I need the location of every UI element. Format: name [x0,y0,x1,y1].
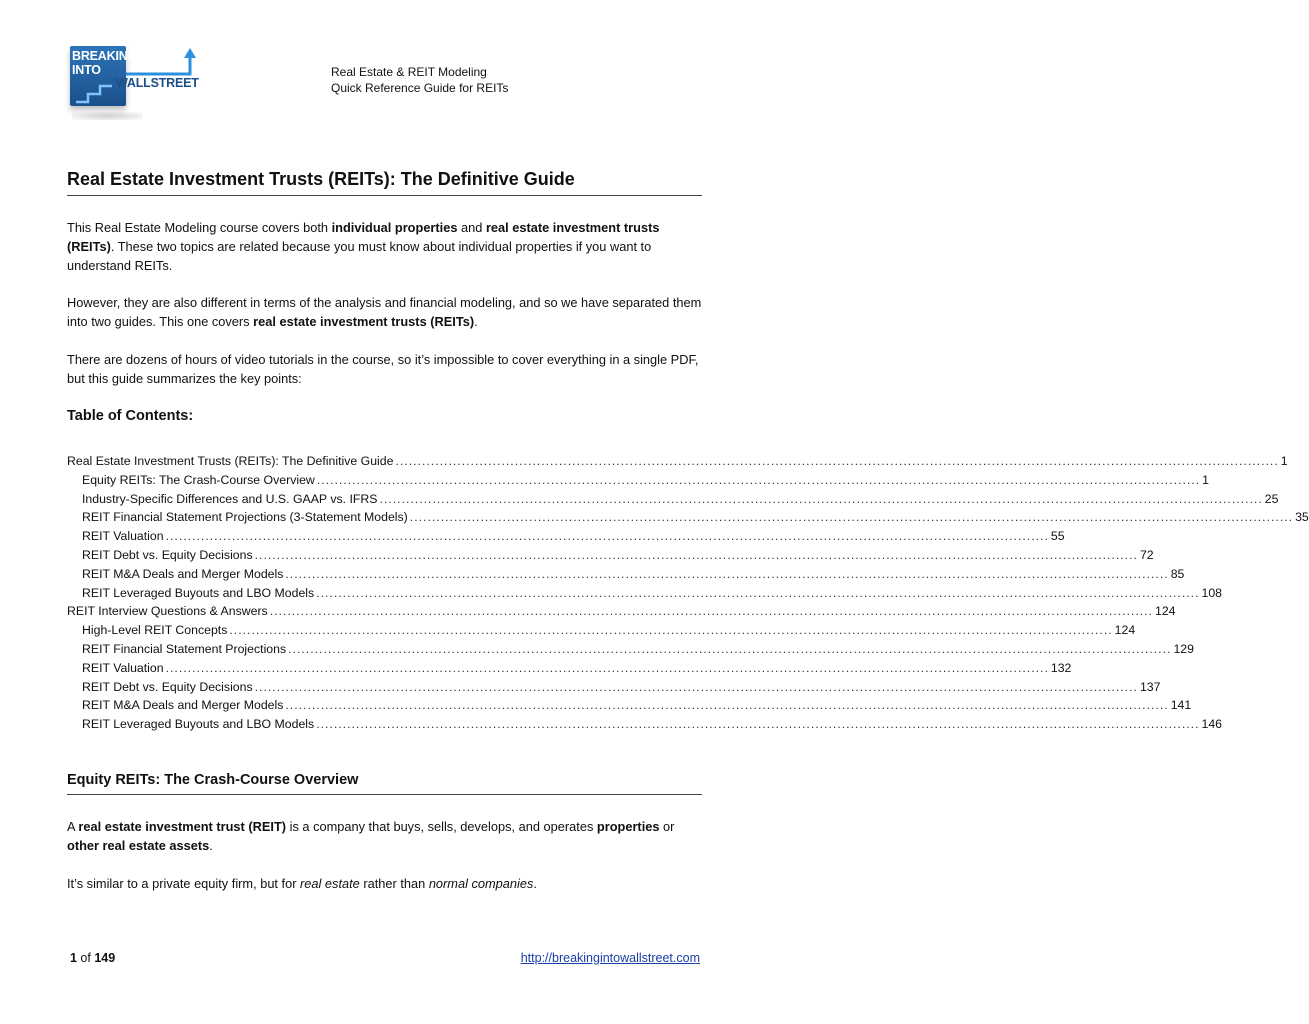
text-run: . [209,838,213,853]
toc-entry[interactable] [67,565,1185,584]
text-run: However, they are also different in terms of the analysis and financial modeling, and so we have separated them into two guides. This one covers [67,295,702,329]
toc-entry-label: Equity REITs: The Crash-Course Overview [82,472,315,487]
toc-leader-dots: ........................................................................................................................................................................................................ [269,604,1153,619]
header-line-2: Quick Reference Guide for REITs [331,81,509,95]
toc-entry[interactable] [67,508,1309,527]
toc-leader-dots: ........................................................................................................................................................................................................ [254,547,1138,562]
toc-leader-dots: ........................................................................................................................................................................................................ [316,472,1201,487]
toc-leader-dots: ........................................................................................................................................................................................................ [285,566,1169,581]
toc-entry[interactable] [67,715,1223,734]
toc-entry-label: Industry-Specific Differences and U.S. GAAP vs. IFRS [82,491,378,506]
intro-paragraph-1 [67,218,707,275]
text-run: rather than [359,876,429,891]
toc-entry-label: Real Estate Investment Trusts (REITs): The Definitive Guide [67,454,394,468]
page-counter [70,951,115,965]
toc-entry-page: 129 [1173,641,1194,656]
toc-entry[interactable] [67,471,1209,490]
toc-leader-dots: ........................................................................................................................................................................................................ [409,510,1294,525]
text-run-bold: individual properties [331,220,458,235]
toc-entry[interactable] [67,546,1154,565]
toc-entry-label: REIT Debt vs. Equity Decisions [82,679,253,694]
text-run: and [457,220,486,235]
text-run-bold: real estate investment trust (REIT) [78,819,287,834]
toc-entry-label: REIT Financial Statement Projections (3-Statement Models) [82,510,408,525]
toc-entry[interactable] [67,584,1223,603]
toc-leader-dots: ........................................................................................................................................................................................................ [395,454,1279,468]
page-total: 149 [94,951,116,965]
toc-leader-dots: ........................................................................................................................................................................................................ [316,585,1200,600]
toc-entry-page: 85 [1170,566,1185,581]
logo-text-wallstreet: WALLSTREET [116,76,199,90]
toc-entry-label: REIT M&A Deals and Merger Models [82,698,284,713]
toc-leader-dots: ........................................................................................................................................................................................................ [288,641,1172,656]
toc-entry-page: 55 [1050,529,1065,544]
page-of: of [76,951,95,965]
toc-entry-label: REIT Valuation [82,660,164,675]
header-line-1: Real Estate & REIT Modeling [331,65,487,79]
text-run: This Real Estate Modeling course covers both [67,220,332,235]
section-paragraph-2 [67,874,707,893]
toc-title: Table of Contents: [67,408,194,424]
text-run: . [474,314,478,329]
toc-entry[interactable] [67,696,1192,715]
text-run-bold: real estate investment trusts (REITs) [67,220,660,254]
toc-entry-page: 124 [1155,604,1176,619]
toc-entry-label: REIT Leveraged Buyouts and LBO Models [82,717,315,732]
toc-entry-label: REIT M&A Deals and Merger Models [82,566,284,581]
document-header [331,64,508,96]
toc-entry[interactable] [67,490,1279,509]
toc-entry-label: REIT Interview Questions & Answers [67,604,268,619]
toc-entry[interactable] [67,678,1161,697]
toc-leader-dots: ........................................................................................................................................................................................................ [254,679,1138,694]
toc-leader-dots: ........................................................................................................................................................................................................ [316,717,1200,732]
intro-paragraph-2 [67,293,707,331]
text-run: is a company that buys, sells, develops, and operates [286,819,597,834]
page-current: 1 [70,951,77,965]
text-run: A [67,819,79,834]
intro-paragraph-3: There are dozens of hours of video tutorials in the course, so it’s impossible to cover everything in a single PDF, but this guide summarizes the key points: [67,352,699,386]
page-title: Real Estate Investment Trusts (REITs): The Definitive Guide [67,168,702,196]
text-run-bold: other real estate assets [67,838,210,853]
toc-entry-page: 1 [1280,454,1288,468]
section-heading: Equity REITs: The Crash-Course Overview [67,770,702,795]
toc-leader-dots: ........................................................................................................................................................................................................ [229,623,1113,638]
text-run-bold: properties [596,819,660,834]
toc-entry[interactable] [67,602,1176,621]
section-paragraph-1 [67,817,707,855]
toc-leader-dots: ........................................................................................................................................................................................................ [165,529,1049,544]
toc-entry-page: 72 [1139,547,1154,562]
text-run-italic: normal companies [428,876,534,891]
toc-entry-page: 132 [1050,660,1072,675]
toc-entry-label: REIT Valuation [82,529,164,544]
brand-logo [68,42,200,108]
logo-shadow [72,112,142,120]
toc-leader-dots: ........................................................................................................................................................................................................ [379,491,1263,506]
toc-entry-page: 146 [1201,717,1223,732]
toc-entry-label: REIT Financial Statement Projections [82,641,287,656]
text-run: . [533,876,537,891]
toc-entry-page: 1 [1202,472,1209,487]
text-run: or [659,819,675,834]
text-run: . These two topics are related because you must know about individual properties if you want to understand REITs. [67,239,652,273]
logo-text-breaking: BREAKING [72,49,138,63]
toc-entry[interactable] [67,527,1065,546]
website-link[interactable]: http://breakingintowallstreet.com [520,951,700,965]
toc-entry-page: 108 [1201,585,1223,600]
toc-leader-dots: ........................................................................................................................................................................................................ [165,660,1049,675]
toc-entry-page: 35 [1295,510,1309,525]
toc-entry-page: 124 [1114,623,1136,638]
text-run: It’s similar to a private equity firm, but for [67,876,301,891]
toc-entry[interactable] [67,621,1136,640]
table-of-contents [67,452,1309,734]
toc-entry-page: 141 [1170,698,1192,713]
toc-entry-page: 25 [1264,491,1279,506]
logo-text-into: INTO [72,63,101,77]
toc-entry[interactable] [67,659,1072,678]
toc-entry-label: High-Level REIT Concepts [82,623,228,638]
toc-entry-label: REIT Debt vs. Equity Decisions [82,547,253,562]
toc-entry-page: 137 [1139,679,1161,694]
toc-leader-dots: ........................................................................................................................................................................................................ [285,698,1169,713]
toc-entry-label: REIT Leveraged Buyouts and LBO Models [82,585,315,600]
text-run-italic: real estate [300,876,360,891]
toc-entry[interactable] [67,640,1194,659]
toc-entry[interactable] [67,452,1288,471]
text-run-bold: real estate investment trusts (REITs) [253,314,475,329]
